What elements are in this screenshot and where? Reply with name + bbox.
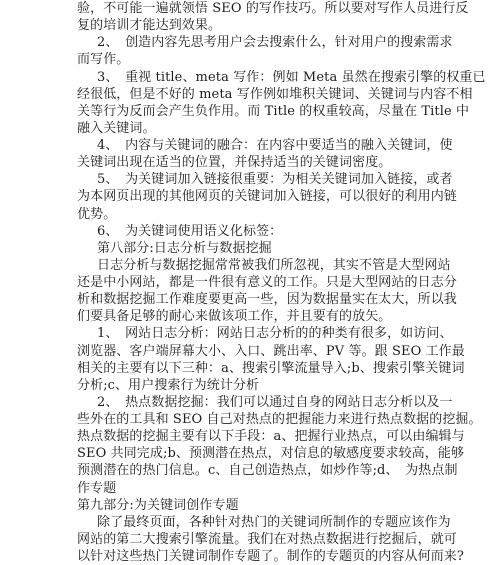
text-line: 些外在的工具和 SEO 自己对热点的把握能力来进行热点数据的挖掘。 (77, 412, 482, 427)
text-line: 分析;c、用户搜索行为统计分析 (77, 377, 260, 393)
text-line: 除了最终页面，各种针对热门的关键词所制作的专题应该作为 (97, 514, 451, 530)
text-line: 热点数据的挖掘主要有以下手段：a、把握行业热点，可以由编辑与 (77, 429, 465, 445)
text-line: 1、 网站日志分析：网站日志分析的的种类有很多，如访问、 (97, 326, 453, 342)
text-line: 6、 为关键词使用语义化标签： (97, 223, 283, 239)
text-line: 复的培训才能达到效果。 (77, 18, 222, 34)
text-line: 作专题 (77, 480, 117, 496)
text-line: 还是中小网站，都是一件很有意义的工作。只是大型网站的日志分 (77, 275, 457, 290)
text-line: SEO 共同完成;b、预测潜在热点，对信息的敏感度要求较高，能够 (77, 446, 465, 462)
text-line: 优势。 (77, 206, 117, 222)
text-line: 3、 重视 title、meta 写作：例如 Meta 虽然在搜索引擎的权重已 (97, 69, 486, 85)
text-line: 析和数据挖掘工作难度要更高一些，因为数据量实在太大，所以我 (77, 292, 457, 308)
section-heading: 第八部分:日志分析与数据挖掘 (97, 240, 272, 256)
text-line: 关键词出现在适当的位置，并保持适当的关键词密度。 (77, 155, 392, 171)
text-line: 预测潜在的热门信息。c、自己创造热点，如炒作等;d、 为热点制 (77, 463, 458, 479)
text-line: 5、 为关键词加入链接很重要：为相关关键词加入链接，或者 (97, 172, 453, 188)
text-line: 经很低，但是不好的 meta 写作例如堆积关键词、关键词与内容不相 (77, 86, 473, 102)
text-line: 相关的主要有以下三种：a、搜索引擎流量导入;b、搜索引擎关键词 (77, 360, 465, 376)
text-line: 关等行为反而会产生负作用。而 Title 的权重较高，尽量在 Title 中 (77, 103, 470, 119)
text-line: 为本网页出现的其他网页的关键词加入链接，可以很好的利用内链 (77, 189, 457, 205)
text-line: 们要具备足够的耐心来做该项工作，并且要有的放矢。 (77, 309, 392, 325)
text-line: 网站的第二大搜索引擎流量。我们在对热点数据进行挖掘后，就可 (77, 531, 457, 547)
text-line: 日志分析与数据挖掘常常被我们所忽视，其实不管是大型网站 (97, 257, 451, 273)
section-heading: 第九部分:为关键词创作专题 (77, 497, 239, 513)
text-line: 2、 创造内容先思考用户会去搜索什么，针对用户的搜索需求 (97, 35, 453, 51)
text-line: 以针对这些热门关键词制作专题了。制作的专题页的内容从何而来? (77, 549, 464, 564)
text-line: 4、 内容与关键词的融合：在内容中要适当的融入关键词，使 (97, 138, 453, 153)
text-line: 验，不可能一遍就领悟 SEO 的写作技巧。所以要对写作人员进行反 (77, 1, 469, 16)
text-line: 2、 热点数据挖掘：我们可以通过自身的网站日志分析以及一 (97, 394, 453, 410)
text-line: 浏览器、客户端屏幕大小、入口、跳出率、PV 等。跟 SEO 工作最 (77, 343, 465, 359)
text-line: 融入关键词。 (77, 120, 156, 136)
text-line: 而写作。 (77, 52, 130, 68)
